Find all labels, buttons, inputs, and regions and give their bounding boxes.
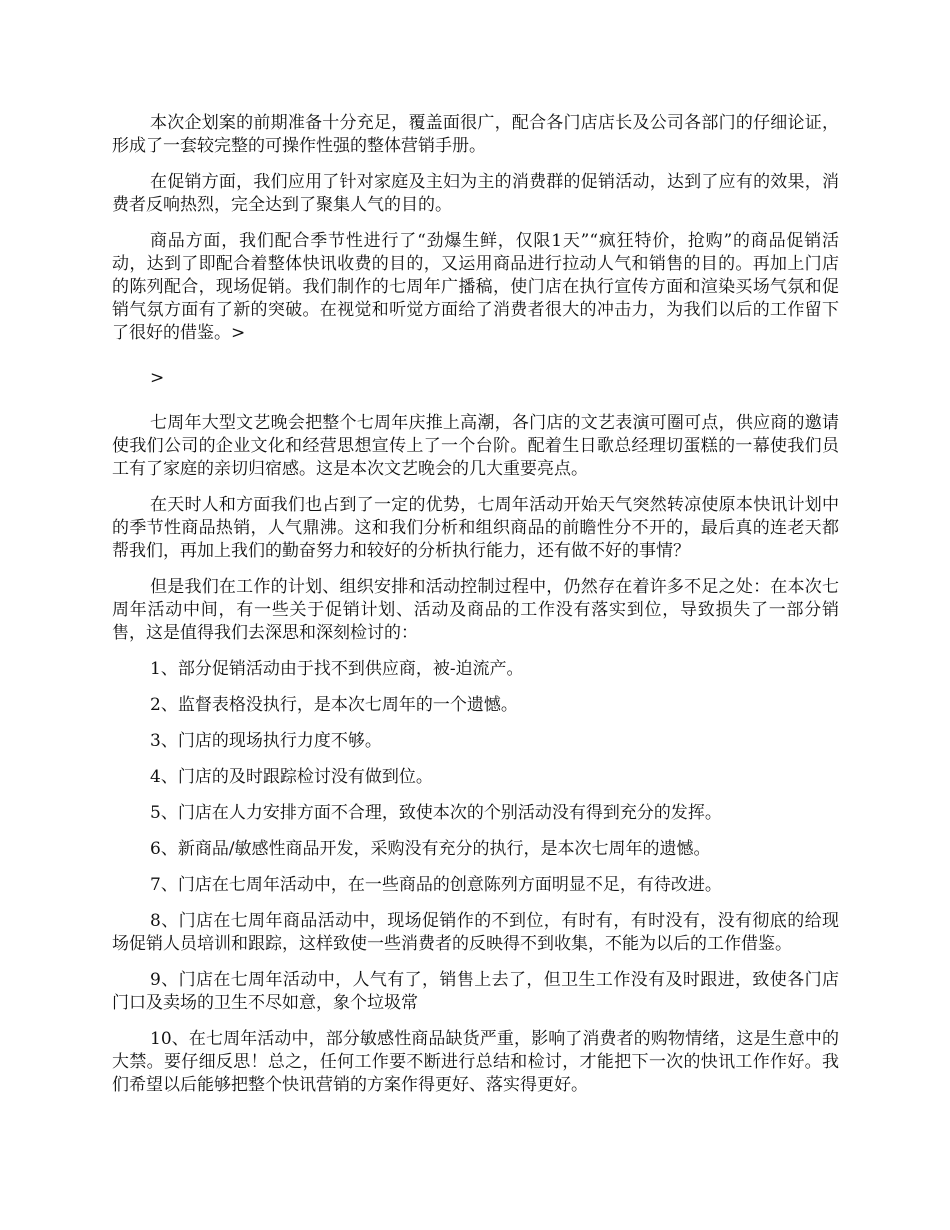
list-item-4: 4、门店的及时跟踪检讨没有做到位。 bbox=[150, 767, 433, 787]
list-item-3: 3、门店的现场执行力度不够。 bbox=[150, 731, 382, 751]
list-item-9: 9、门店在七周年活动中，人气有了，销售上去了，但卫生工作没有及时跟进，致使各门店门口及卖场的卫生不尽如意，象个垃圾常 bbox=[112, 970, 839, 1013]
list-item-6: 6、新商品/敏感性商品开发，采购没有充分的执行，是本次七周年的遗憾。 bbox=[150, 839, 711, 859]
list-item-10: 10、在七周年活动中，部分敏感性商品缺货严重，影响了消费者的购物情绪，这是生意中的大禁。要仔细反思！总之，任何工作要不断进行总结和检讨，才能把下一次的快讯工作作好。我们希望以后能够把整个快讯营销的方案作得更好、落实得更好。 bbox=[112, 1029, 839, 1095]
list-item-5: 5、门店在人力安排方面不合理，致使本次的个别活动没有得到充分的发挥。 bbox=[150, 803, 722, 823]
paragraph-merchandise: 商品方面，我们配合季节性进行了“劲爆生鲜，仅限1天”“疯狂特价，抢购”的商品促销活动，达到了即配合着整体快讯收费的目的，又运用商品进行拉动人气和销售的目的。再加上门店的陈列配合，现场促销。我们制作的七周年广播稿，使门店在执行宣传方面和渲染买场气氛和促销气氛方面有了新的突破。在视觉和听觉方面给了消费者很大的冲击力，为我们以后的工作留下了很好的借鉴。> bbox=[112, 231, 839, 343]
paragraph-marker: > bbox=[150, 368, 165, 388]
paragraph-preparation: 本次企划案的前期准备十分充足，覆盖面很广，配合各门店店长及公司各部门的仔细论证，形成了一套较完整的可操作性强的整体营销手册。 bbox=[112, 113, 839, 156]
list-item-1: 1、部分促销活动由于找不到供应商，被-迫流产。 bbox=[150, 659, 524, 679]
paragraph-promotion: 在促销方面，我们应用了针对家庭及主妇为主的消费群的促销活动，达到了应有的效果，消费者反响热烈，完全达到了聚集人气的目的。 bbox=[112, 172, 839, 215]
document-body bbox=[112, 112, 839, 1110]
list-item-2: 2、监督表格没执行，是本次七周年的一个遗憾。 bbox=[150, 695, 518, 715]
paragraph-shortcomings: 但是我们在工作的计划、组织安排和活动控制过程中，仍然存在着许多不足之处：在本次七周年活动中间，有一些关于促销计划、活动及商品的工作没有落实到位，导致损失了一部分销售，这是值得我们去深思和深刻检讨的： bbox=[112, 577, 839, 643]
paragraph-timing: 在天时人和方面我们也占到了一定的优势，七周年活动开始天气突然转凉使原本快讯计划中的季节性商品热销，人气鼎沸。这和我们分析和组织商品的前瞻性分不开的，最后真的连老天都帮我们，再加上我们的勤奋努力和较好的分析执行能力，还有做不好的事情？ bbox=[112, 495, 839, 561]
paragraph-gala: 七周年大型文艺晚会把整个七周年庆推上高潮，各门店的文艺表演可圈可点，供应商的邀请使我们公司的企业文化和经营思想宣传上了一个台阶。配着生日歌总经理切蛋糕的一幕使我们员工有了家庭的亲切归宿感。这是本次文艺晚会的几大重要亮点。 bbox=[112, 413, 839, 479]
list-item-8: 8、门店在七周年商品活动中，现场促销作的不到位，有时有，有时没有，没有彻底的给现场促销人员培训和跟踪，这样致使一些消费者的反映得不到收集，不能为以后的工作借鉴。 bbox=[112, 911, 839, 954]
list-item-7: 7、门店在七周年活动中，在一些商品的创意陈列方面明显不足，有待改进。 bbox=[150, 875, 722, 895]
